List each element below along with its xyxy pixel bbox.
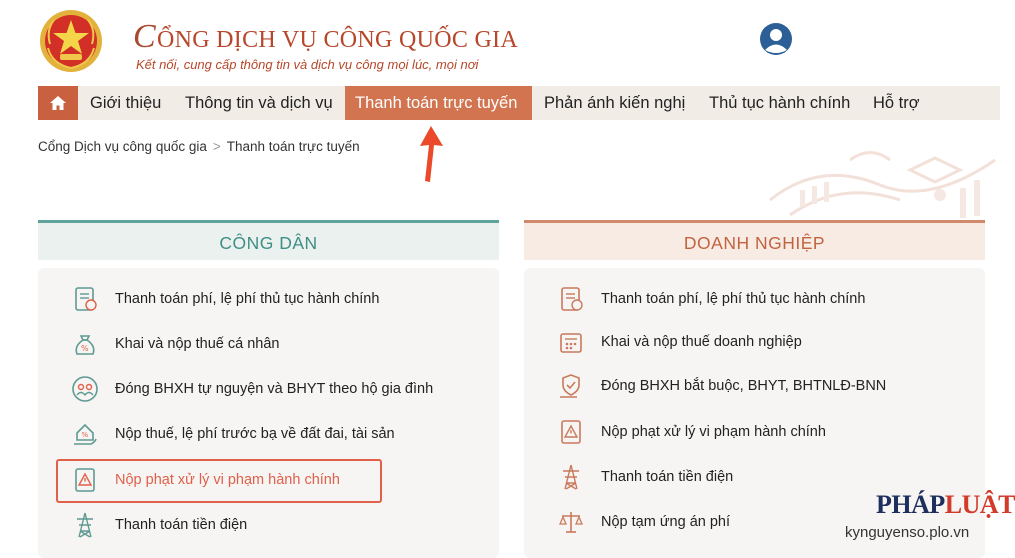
citizen-service-fee-payment[interactable] (38, 279, 499, 319)
site-header (0, 0, 1000, 86)
service-label: Nộp tạm ứng án phí (601, 514, 731, 530)
citizen-service-electricity[interactable] (38, 505, 499, 545)
business-service-violation-fine[interactable] (524, 412, 985, 452)
nav-item-feedback[interactable]: Phản ánh kiến nghị (544, 94, 686, 112)
service-label: Thanh toán phí, lệ phí thủ tục hành chính (115, 291, 380, 307)
nav-item-about[interactable]: Giới thiệu (90, 94, 162, 112)
service-label: Nộp phạt xử lý vi phạm hành chính (601, 424, 826, 440)
main-nav (38, 86, 1000, 120)
portal-subtitle: Kết nối, cung cấp thông tin và dịch vụ công mọi lúc, mọi nơi (136, 57, 479, 72)
service-label: Khai và nộp thuế doanh nghiệp (601, 334, 802, 350)
business-service-compulsory-insurance[interactable] (524, 366, 985, 406)
service-label: Khai và nộp thuế cá nhân (115, 336, 280, 352)
home-icon (49, 95, 67, 111)
nav-home-button[interactable] (38, 86, 78, 120)
service-label: Thanh toán phí, lệ phí thủ tục hành chính (601, 291, 866, 307)
svg-text:%: % (81, 344, 89, 353)
citizen-panel-title: CÔNG DÂN (38, 220, 499, 260)
citizen-services-list (38, 268, 499, 558)
nav-item-procedures[interactable]: Thủ tục hành chính (709, 94, 851, 112)
service-label: Thanh toán tiền điện (115, 517, 248, 533)
service-label: Nộp thuế, lệ phí trước bạ về đất đai, tài sản (115, 426, 395, 442)
family-insurance-icon (71, 375, 99, 403)
breadcrumb (38, 139, 360, 154)
fee-document-icon (557, 285, 585, 313)
watermark-logo: PHÁPLUẬT (876, 490, 1015, 519)
user-avatar-icon[interactable] (759, 22, 793, 56)
decorative-bird-pattern (760, 140, 1000, 230)
breadcrumb-separator: > (212, 139, 221, 154)
portal-title[interactable]: CỔNG DỊCH VỤ CÔNG QUỐC GIA (133, 18, 519, 55)
nav-item-online-payment[interactable]: Thanh toán trực tuyến (345, 86, 532, 120)
service-label: Đóng BHXH bắt buộc, BHYT, BHTNLĐ-BNN (601, 378, 887, 394)
violation-document-icon (557, 418, 585, 446)
citizen-service-family-insurance[interactable] (38, 369, 499, 409)
citizen-service-personal-tax[interactable] (38, 324, 499, 364)
tax-calculator-icon (557, 328, 585, 356)
scales-icon (557, 508, 585, 536)
breadcrumb-current: Thanh toán trực tuyến (226, 139, 360, 154)
highlight-box (56, 459, 382, 503)
annotation-arrow-icon (414, 124, 448, 184)
nav-item-info-services[interactable]: Thông tin và dịch vụ (185, 94, 333, 112)
nav-item-support[interactable]: Hỗ trợ (873, 94, 920, 112)
shield-hand-icon (557, 372, 585, 400)
business-panel-title: DOANH NGHIỆP (524, 220, 985, 260)
breadcrumb-root-link[interactable]: Cổng Dịch vụ công quốc gia (38, 139, 207, 154)
power-tower-icon (557, 463, 585, 491)
watermark-url: kynguyenso.plo.vn (845, 524, 970, 541)
tax-bag-icon (71, 330, 99, 358)
citizen-service-land-property-tax[interactable] (38, 414, 499, 454)
national-emblem-icon[interactable] (38, 8, 104, 74)
service-label: Nộp phạt xử lý vi phạm hành chính (115, 472, 340, 488)
service-label: Đóng BHXH tự nguyện và BHYT theo hộ gia đình (115, 381, 434, 397)
power-tower-icon (71, 511, 99, 539)
service-label: Thanh toán tiền điện (601, 469, 734, 485)
svg-text:%: % (81, 431, 89, 439)
business-service-corporate-tax[interactable] (524, 322, 985, 362)
business-service-fee-payment[interactable] (524, 279, 985, 319)
house-hand-icon (71, 420, 99, 448)
fee-document-icon (71, 285, 99, 313)
